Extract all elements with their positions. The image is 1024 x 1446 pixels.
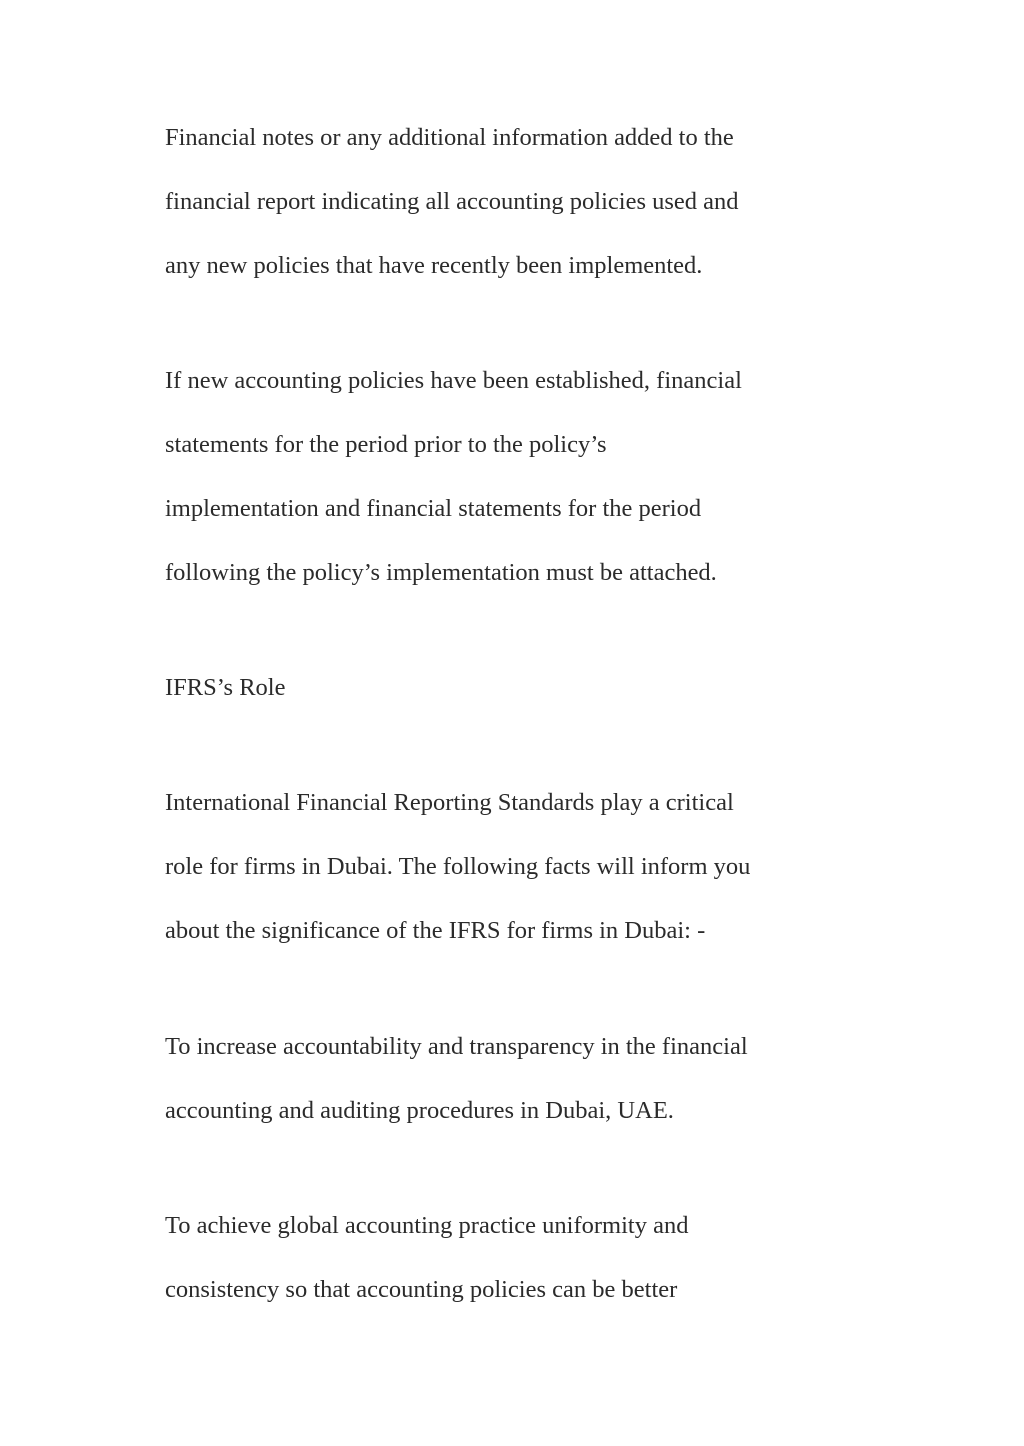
- paragraph-4-line-3: about the significance of the IFRS for firms in Dubai: -: [165, 917, 706, 944]
- paragraph-2-line-3: implementation and financial statements for the period: [165, 495, 702, 522]
- paragraph-2-line-2: statements for the period prior to the policy’s: [165, 431, 607, 458]
- paragraph-6-line-2: consistency so that accounting policies can be better: [165, 1276, 678, 1303]
- paragraph-5-line-1: To increase accountability and transparency in the financial: [165, 1033, 748, 1060]
- paragraph-4-line-1: International Financial Reporting Standards play a critical: [165, 789, 734, 816]
- paragraph-1-line-2: financial report indicating all accounting policies used and: [165, 188, 739, 215]
- paragraph-6-line-1: To achieve global accounting practice uniformity and: [165, 1212, 689, 1239]
- section-heading: IFRS’s Role: [165, 674, 286, 701]
- paragraph-2-line-4: following the policy’s implementation must be attached.: [165, 559, 717, 586]
- paragraph-1-line-3: any new policies that have recently been implemented.: [165, 252, 703, 279]
- paragraph-2-line-1: If new accounting policies have been established, financial: [165, 367, 742, 394]
- paragraph-1-line-1: Financial notes or any additional information added to the: [165, 124, 734, 151]
- paragraph-5-line-2: accounting and auditing procedures in Dubai, UAE.: [165, 1097, 674, 1124]
- paragraph-4-line-2: role for firms in Dubai. The following facts will inform you: [165, 853, 751, 880]
